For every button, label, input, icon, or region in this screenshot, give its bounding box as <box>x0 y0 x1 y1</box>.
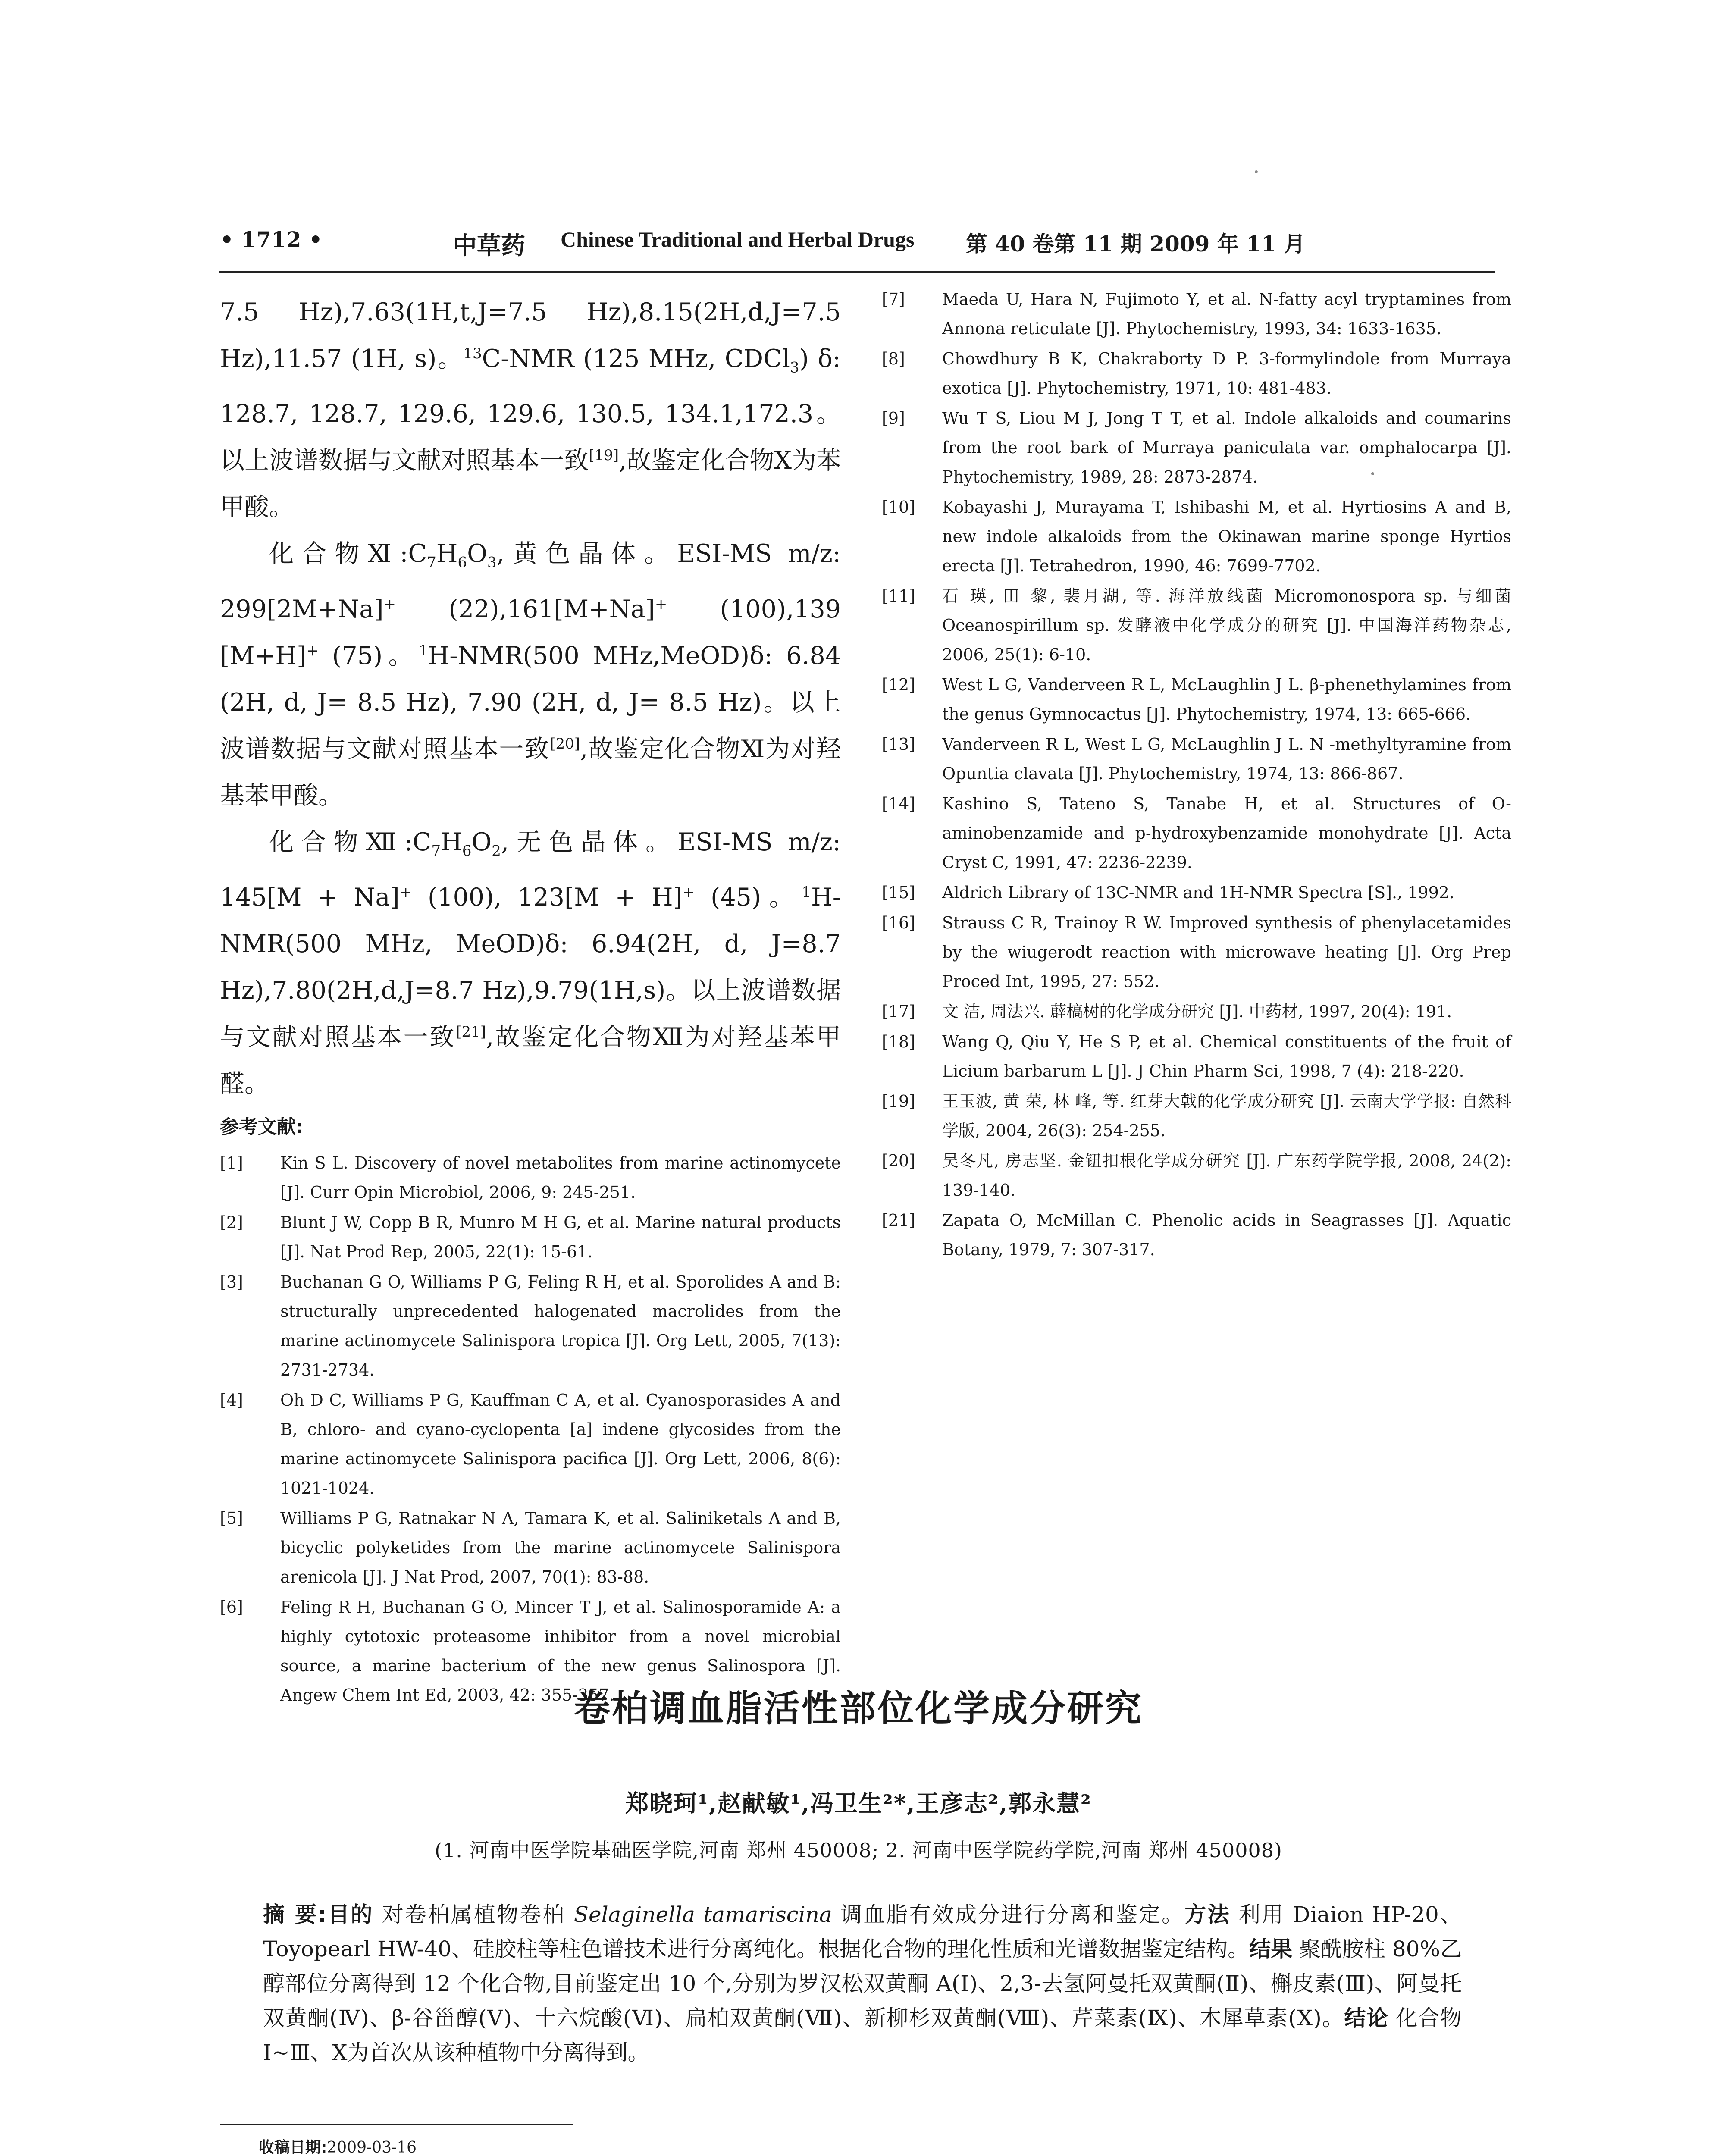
reference-number: [21] <box>882 1211 916 1230</box>
reference-text: Strauss C R, Trainoy R W. Improved synthesis of phenylacetamides by the wiugerodt reaction with microwave heating [J]. Org Prep Proced Int, 1995, 27: 552. <box>942 913 1511 991</box>
reference-number: [9] <box>882 409 905 428</box>
reference-item <box>882 908 1511 996</box>
article-title: 卷柏调血脂活性部位化学成分研究 <box>573 1687 1143 1730</box>
running-header <box>220 224 1496 263</box>
abstract-label: 摘 要:目的 <box>263 1902 374 1927</box>
reference-item <box>882 1087 1511 1145</box>
received-date: 收稿日期:2009-03-16 <box>259 2139 417 2156</box>
header-rule <box>219 271 1495 273</box>
reference-number: [10] <box>882 498 916 517</box>
result-label: 结果 <box>1249 1937 1293 1962</box>
reference-number: [20] <box>882 1151 916 1170</box>
reference-item <box>220 1504 841 1592</box>
reference-number: [12] <box>882 675 916 694</box>
reference-item <box>882 581 1511 669</box>
reference-text: Chowdhury B K, Chakraborty D P. 3-formylindole from Murraya exotica [J]. Phytochemistry, 1971, 10: 481-483. <box>942 349 1511 398</box>
author-list: 郑晓珂¹,赵献敏¹,冯卫生²*,王彦志²,郭永慧² <box>625 1789 1092 1817</box>
reference-item <box>220 1208 841 1266</box>
references-heading: 参考文献: <box>220 1116 304 1138</box>
right-column <box>882 285 1511 1265</box>
reference-item <box>882 1206 1511 1264</box>
journal-name-en: Chinese Traditional and Herbal Drugs <box>561 227 915 251</box>
reference-text: Aldrich Library of 13C-NMR and 1H-NMR Spectra [S]., 1992. <box>942 883 1455 902</box>
affiliation: (1. 河南中医学院基础医学院,河南 郑州 450008; 2. 河南中医学院药学院,河南 郑州 450008) <box>435 1839 1282 1862</box>
reference-text: Wang Q, Qiu Y, He S P, et al. Chemical constituents of the fruit of Licium barbarum L [J]. J Chin Pharm Sci, 1998, 7 (4): 218-220. <box>942 1032 1511 1081</box>
reference-number: [4] <box>220 1391 243 1410</box>
reference-item <box>882 404 1511 492</box>
reference-text: Blunt J W, Copp B R, Munro M H G, et al. Marine natural products [J]. Nat Prod Rep, 2005, 22(1): 15-61. <box>280 1213 841 1262</box>
reference-text: 文 洁, 周法兴. 薜槁树的化学成分研究 [J]. 中药材, 1997, 20(4): 191. <box>942 1002 1452 1021</box>
reference-item <box>882 492 1511 580</box>
reference-item <box>220 1148 841 1207</box>
reference-text: Feling R H, Buchanan G O, Mincer T J, et al. Salinosporamide A: a highly cytotoxic proteasome inhibitor from a novel microbial source, a marine bacterium of the new genus Salinospora [J]. Angew Chem Int Ed, 2003, 42: 355-357. <box>280 1598 841 1705</box>
reference-text: Buchanan G O, Williams P G, Feling R H, et al. Sporolides A and B: structurally unprecedented halogenated macrolides from the marine actinomycete Salinispora tropica [J]. Org Lett, 2005, 7(13): 2731-2734. <box>280 1272 841 1380</box>
reference-number: [7] <box>882 290 905 309</box>
reference-number: [18] <box>882 1032 916 1051</box>
reference-text: Kobayashi J, Murayama T, Ishibashi M, et al. Hyrtiosins A and B, new indole alkaloids from the Okinawan marine sponge Hyrtios erecta [J]. Tetrahedron, 1990, 46: 7699-7702. <box>942 498 1511 575</box>
left-column <box>220 289 841 1711</box>
footnotes <box>259 2137 1509 2156</box>
reference-number: [11] <box>882 586 916 605</box>
reference-item <box>882 344 1511 403</box>
conclusion-label: 结论 <box>1344 2006 1389 2031</box>
reference-item <box>882 789 1511 877</box>
abstract: 摘 要:目的 对卷柏属植物卷柏 Selaginella tamariscina 调血脂有效成分进行分离和鉴定。方法 利用 Diaion HP-20、Toyopearl HW-40、硅胶柱等柱色谱技术进行分离纯化。根据化合物的理化性质和光谱数据鉴定结构。结果 聚酰胺柱 80%乙醇部位分离得到 12 个化合物,目前鉴定出 10 个,分别为罗汉松双黄酮 A(Ⅰ)、2,3-去氢阿曼托双黄酮(Ⅱ)、槲皮素(Ⅲ)、阿曼托双黄酮(Ⅳ)、β-谷甾醇(Ⅴ)、十六烷酸(Ⅵ)、扁柏双黄酮(Ⅶ)、新柳杉双黄酮(Ⅷ)、芹菜素(Ⅸ)、木犀草素(Ⅹ)。结论 化合物Ⅰ~Ⅲ、Ⅹ为首次从该种植物中分离得到。 <box>263 1902 1462 2065</box>
reference-text: 吴冬凡, 房志坚. 金钮扣根化学成分研究 [J]. 广东药学院学报, 2008, 24(2): 139-140. <box>942 1151 1511 1200</box>
reference-item <box>220 1385 841 1503</box>
reference-text: Williams P G, Ratnakar N A, Tamara K, et al. Saliniketals A and B, bicyclic polyketides from the marine actinomycete Salinispora arenicola [J]. J Nat Prod, 2007, 70(1): 83-88. <box>280 1509 841 1587</box>
reference-text: 王玉波, 黄 荣, 林 峰, 等. 红芽大戟的化学成分研究 [J]. 云南大学学报: 自然科学版, 2004, 26(3): 254-255. <box>942 1092 1511 1140</box>
reference-list-left <box>220 1148 841 1710</box>
reference-item <box>882 878 1511 907</box>
reference-item <box>220 1267 841 1385</box>
reference-number: [13] <box>882 735 916 754</box>
reference-number: [16] <box>882 913 916 932</box>
reference-list-right <box>882 285 1511 1264</box>
reference-number: [2] <box>220 1213 243 1232</box>
reference-text: 石 瑛, 田 黎, 裴月湖, 等. 海洋放线菌 Micromonospora sp. 与细菌 Oceanospirillum sp. 发酵液中化学成分的研究 [J]. 中国海洋药物杂志, 2006, 25(1): 6-10. <box>942 586 1511 664</box>
reference-text: Wu T S, Liou M J, Jong T T, et al. Indole alkaloids and coumarins from the root bark of Murraya paniculata var. omphalocarpa [J]. Phytochemistry, 1989, 28: 2873-2874. <box>942 409 1511 486</box>
method-label: 方法 <box>1184 1902 1231 1927</box>
reference-item <box>882 730 1511 788</box>
reference-text: Oh D C, Williams P G, Kauffman C A, et al. Cyanosporasides A and B, chloro- and cyano-cyclopenta [a] indene glycosides from the marine actinomycete Salinispora pacifica [J]. Org Lett, 2006, 8(6): 1021-1024. <box>280 1391 841 1498</box>
reference-item <box>882 1146 1511 1205</box>
scan-speck <box>1371 472 1374 475</box>
reference-text: Zapata O, McMillan C. Phenolic acids in Seagrasses [J]. Aquatic Botany, 1979, 7: 307-317. <box>942 1211 1511 1259</box>
reference-number: [3] <box>220 1272 243 1292</box>
reference-number: [8] <box>882 349 905 368</box>
footnote-rule <box>220 2124 573 2125</box>
reference-number: [15] <box>882 883 916 902</box>
reference-number: [17] <box>882 1002 916 1021</box>
reference-item <box>882 997 1511 1026</box>
paragraph-compound-xii: 化合物$Ⅻ:C_7H_6O_2$,无色晶体。ESI-MS m/z: 145[M + Na]+ (100), 123[M + H]+ (45)。$^1$H-NMR(500 MHz, MeOD)δ: 6.94(2H, d, J=8.7 Hz),7.80(2H,d,J=8.7 Hz),9.79(1H,s)。以上波谱数据与文献对照基本一致[21],故鉴定化合物Ⅻ为对羟基苯甲醛。 <box>220 827 841 1098</box>
journal-name-cn: 中草药 <box>453 232 525 260</box>
reference-text: Kashino S, Tateno S, Tanabe H, et al. Structures of O-aminobenzamide and p-hydroxybenzamide monohydrate [J]. Acta Cryst C, 1991, 47: 2236-2239. <box>942 794 1511 872</box>
reference-number: [14] <box>882 794 916 813</box>
species-name: Selaginella tamariscina <box>573 1902 832 1927</box>
reference-item <box>882 1027 1511 1086</box>
reference-number: [1] <box>220 1153 243 1173</box>
reference-text: Kin S L. Discovery of novel metabolites from marine actinomycete [J]. Curr Opin Microbiol, 2006, 9: 245-251. <box>280 1153 841 1202</box>
paragraph-compound-x: 7.5 Hz),7.63(1H,t,J=7.5 Hz),8.15(2H,d,J=7.5 Hz),11.57 (1H, s)。$^{13}$C-NMR (125 MHz, CDCl$_3$) δ: 128.7, 128.7, 129.6, 129.6, 130.5, 134.1,172.3。以上波谱数据与文献对照基本一致[19],故鉴定化合物Ⅹ为苯甲酸。 <box>220 298 841 522</box>
scan-speck <box>1255 170 1258 173</box>
page-number: • 1712 • <box>220 227 323 252</box>
reference-number: [6] <box>220 1598 243 1617</box>
issue-info: 第 40 卷第 11 期 2009 年 11 月 <box>966 231 1306 257</box>
paragraph-compound-xi: 化合物$Ⅺ:C_7H_6O_3$,黄色晶体。ESI-MS m/z: 299[2M+Na]+ (22),161[M+Na]+ (100),139 [M+H]+ (75)。$^1$H-NMR(500 MHz,MeOD)δ: 6.84 (2H, d, J= 8.5 Hz), 7.90 (2H, d, J= 8.5 Hz)。以上波谱数据与文献对照基本一致[20],故鉴定化合物Ⅺ为对羟基苯甲酸。 <box>220 539 841 810</box>
reference-number: [5] <box>220 1509 243 1528</box>
reference-item <box>882 285 1511 343</box>
reference-text: Vanderveen R L, West L G, McLaughlin J L. N -methyltyramine from Opuntia clavata [J]. Phytochemistry, 1974, 13: 866-867. <box>942 735 1511 783</box>
reference-item <box>882 670 1511 729</box>
reference-text: West L G, Vanderveen R L, McLaughlin J L. β-phenethylamines from the genus Gymnocactus [J]. Phytochemistry, 1974, 13: 665-666. <box>942 675 1511 724</box>
reference-text: Maeda U, Hara N, Fujimoto Y, et al. N-fatty acyl tryptamines from Annona reticulate [J]. Phytochemistry, 1993, 34: 1633-1635. <box>942 290 1511 338</box>
reference-number: [19] <box>882 1092 916 1111</box>
